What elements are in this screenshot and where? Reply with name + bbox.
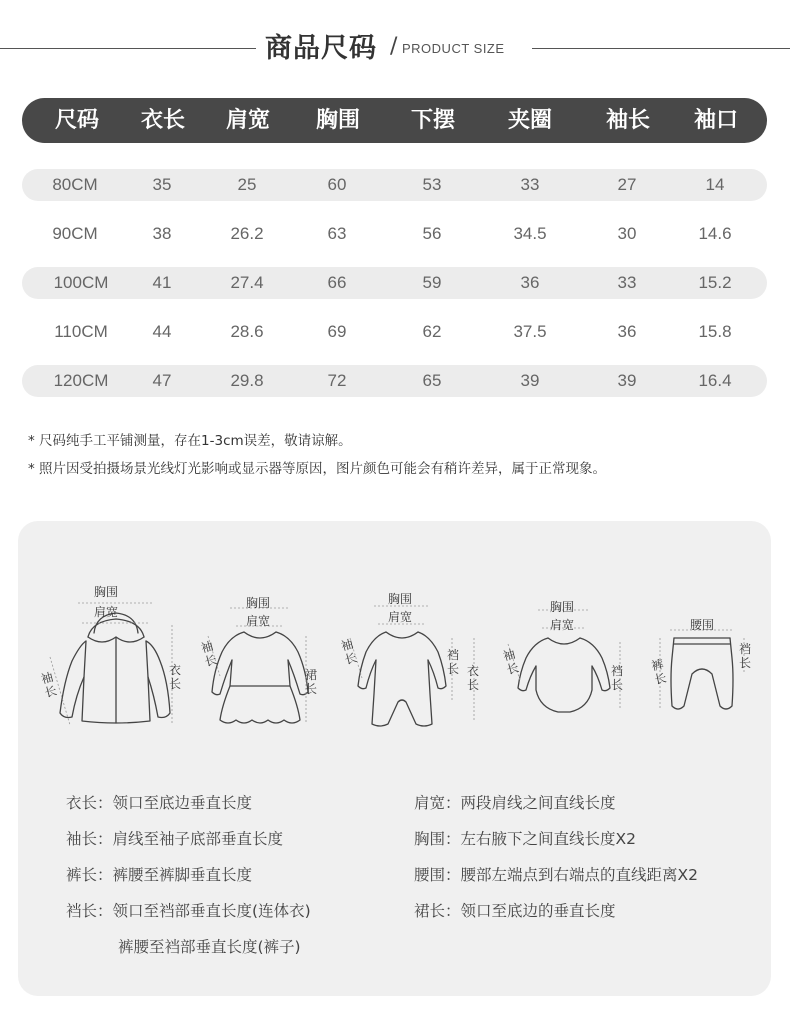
- table-cell: 66: [327, 273, 347, 292]
- bodysuit-diagram: [498, 598, 638, 728]
- definition-item: [414, 899, 616, 921]
- table-cell: 47: [152, 371, 172, 390]
- definition-value: 领口至裆部垂直长度(连体衣): [112, 902, 311, 920]
- bodysuit-chest-label: 胸围: [550, 600, 575, 614]
- table-cell: 34.5: [513, 224, 547, 243]
- pants-length-label: 裤长: [650, 657, 668, 687]
- table-cell: 65: [422, 371, 442, 390]
- table-cell: 120CM: [53, 371, 109, 390]
- definition-value: 两段肩线之间直线长度: [460, 794, 616, 812]
- definition-key: 胸围：: [414, 830, 461, 848]
- jacket-shoulder-label: 肩宽: [94, 605, 119, 619]
- header-length: 衣长: [140, 108, 186, 133]
- title-divider-left: [0, 48, 256, 49]
- romper-shoulder-label: 肩宽: [388, 610, 413, 624]
- size-table-header: [22, 98, 767, 143]
- table-cell: 15.2: [698, 273, 732, 292]
- table-row: [22, 169, 767, 201]
- table-cell: 69: [327, 322, 347, 341]
- bodysuit-shoulder-label: 肩宽: [550, 618, 575, 632]
- jacket-length-label: 衣长: [168, 663, 181, 691]
- dress-sleeve-label: 袖长: [199, 638, 219, 670]
- table-row: [22, 316, 767, 348]
- jacket-sleeve-label: 袖长: [39, 669, 59, 701]
- romper-rise-label: 裆长: [446, 648, 459, 676]
- table-cell: 37.5: [513, 322, 547, 341]
- dress-diagram: [200, 596, 330, 736]
- table-cell: 56: [422, 224, 442, 243]
- table-cell: 60: [327, 175, 347, 194]
- dress-skirt-length-label: 裙长: [304, 668, 317, 696]
- romper-length-label: 衣长: [466, 664, 479, 692]
- definition-key: 肩宽：: [414, 794, 461, 812]
- romper-chest-label: 胸围: [388, 592, 413, 606]
- jacket-diagram: [36, 585, 196, 735]
- title-divider-right: [532, 48, 790, 49]
- table-cell: 33: [520, 175, 540, 194]
- definition-key: 腰围：: [414, 866, 461, 884]
- color-note: * 照片因受拍摄场景光线灯光影响或显示器等原因，图片颜色可能会有稍许差异，属于正常现象。: [28, 461, 607, 477]
- pants-waist-label: 腰围: [690, 618, 715, 632]
- table-cell: 39: [617, 371, 637, 390]
- pants-diagram: [648, 618, 758, 728]
- table-cell: 14: [705, 175, 725, 194]
- table-row: [22, 267, 767, 299]
- table-cell: 25: [237, 175, 257, 194]
- table-cell: 53: [422, 175, 442, 194]
- measurement-note: * 尺码纯手工平铺测量，存在1-3cm误差，敬请谅解。: [28, 433, 352, 449]
- definition-key: 衣长：: [66, 794, 113, 812]
- header-size: 尺码: [54, 108, 100, 133]
- definition-item: [414, 791, 616, 813]
- table-cell: 110CM: [54, 322, 108, 341]
- table-cell: 15.8: [698, 322, 732, 341]
- table-cell: 80CM: [52, 175, 98, 194]
- definition-item: [414, 827, 636, 849]
- table-cell: 39: [520, 371, 540, 390]
- definition-item: [66, 899, 311, 921]
- header-chest: 胸围: [315, 108, 361, 133]
- definition-key: 裙长：: [414, 902, 461, 920]
- definition-key: 裤长：: [66, 866, 113, 884]
- page-title: 商品尺码: [265, 33, 377, 64]
- definition-item: [414, 863, 698, 885]
- table-cell: 41: [152, 273, 172, 292]
- table-cell: 36: [520, 273, 540, 292]
- definition-item: [118, 935, 301, 957]
- romper-icon: [338, 592, 488, 732]
- header-armhole: 夹圈: [507, 108, 553, 133]
- table-row: [22, 218, 767, 250]
- table-cell: 35: [152, 175, 172, 194]
- definition-value: 领口至底边的垂直长度: [460, 902, 616, 920]
- pants-rise-label: 裆长: [738, 642, 751, 670]
- table-cell: 44: [152, 322, 172, 341]
- table-cell: 14.6: [698, 224, 732, 243]
- table-cell: 100CM: [53, 273, 109, 292]
- definition-value: 腰部左端点到右端点的直线距离X2: [460, 866, 698, 884]
- definition-value: 肩线至袖子底部垂直长度: [112, 830, 284, 848]
- definition-key: 袖长：: [66, 830, 113, 848]
- bodysuit-sleeve-label: 袖长: [501, 646, 521, 678]
- romper-diagram: [338, 592, 488, 732]
- table-cell: 16.4: [698, 371, 732, 390]
- table-cell: 72: [327, 371, 347, 390]
- dress-chest-label: 胸围: [246, 596, 271, 610]
- definition-item: [66, 791, 252, 813]
- table-cell: 27.4: [230, 273, 264, 292]
- header-shoulder: 肩宽: [225, 108, 271, 133]
- table-cell: 26.2: [230, 224, 264, 243]
- header-sleeve-length: 袖长: [605, 108, 651, 133]
- title-slash: /: [390, 34, 398, 59]
- table-cell: 36: [617, 322, 637, 341]
- table-cell: 33: [617, 273, 637, 292]
- page-subtitle: PRODUCT SIZE: [402, 41, 505, 56]
- definition-value: 裤腰至裤脚垂直长度: [112, 866, 253, 884]
- header-cuff: 袖口: [693, 108, 739, 133]
- table-cell: 59: [422, 273, 442, 292]
- definition-value: 领口至底边垂直长度: [112, 794, 253, 812]
- table-row: [22, 365, 767, 397]
- dress-shoulder-label: 肩宽: [246, 614, 271, 628]
- table-cell: 29.8: [230, 371, 264, 390]
- table-cell: 28.6: [230, 322, 264, 341]
- definition-key: 裆长：: [66, 902, 113, 920]
- jacket-chest-label: 胸围: [94, 585, 119, 599]
- definition-item: [66, 863, 252, 885]
- romper-sleeve-label: 袖长: [339, 636, 359, 668]
- definition-value: 左右腋下之间直线长度X2: [460, 830, 636, 848]
- definition-value: 裤腰至裆部垂直长度(裤子): [118, 938, 301, 956]
- title-row: [0, 26, 790, 66]
- header-hem: 下摆: [410, 108, 456, 133]
- table-cell: 27: [617, 175, 637, 194]
- table-cell: 30: [617, 224, 637, 243]
- bodysuit-rise-label: 裆长: [610, 664, 623, 692]
- table-cell: 38: [152, 224, 172, 243]
- definition-item: [66, 827, 283, 849]
- table-cell: 63: [327, 224, 347, 243]
- table-cell: 90CM: [52, 224, 98, 243]
- table-cell: 62: [422, 322, 442, 341]
